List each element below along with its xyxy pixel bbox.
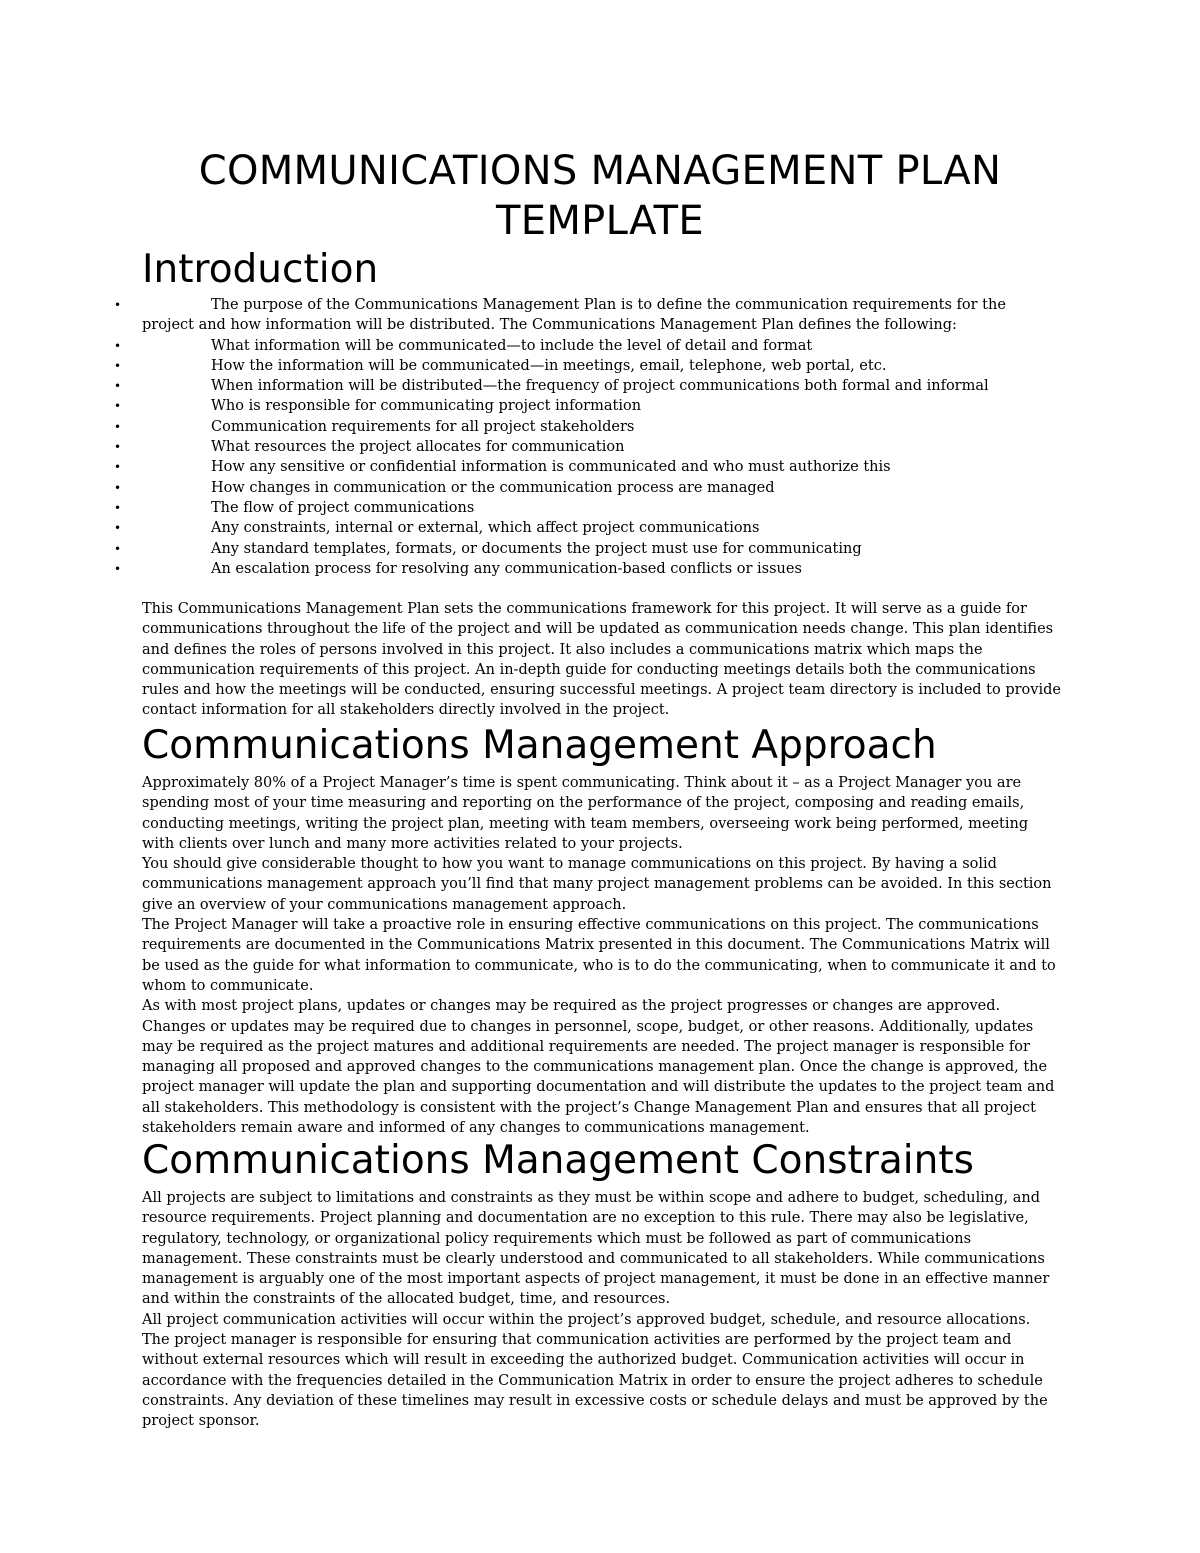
list-item: • How changes in communication or the communication process are managed bbox=[142, 478, 1062, 498]
list-item: • The purpose of the Communications Management Plan is to define the communication requirements for the project and how information will be distributed. The Communications Management Plan defines the following: bbox=[114, 297, 1006, 334]
list-item: • How the information will be communicated—in meetings, email, telephone, web portal, etc. bbox=[142, 356, 1062, 376]
bullet-icon: • bbox=[114, 358, 122, 373]
approach-paragraph: The Project Manager will take a proactive role in ensuring effective communications on this project. The communications requirements are documented in the Communications Matrix presented in this document. The Communications Matrix will be used as the guide for what information to communicate, who is to do the communicating, when to communicate it and to whom to communicate. bbox=[142, 917, 1056, 994]
document-title bbox=[120, 146, 1080, 246]
bullet-icon: • bbox=[114, 480, 122, 495]
bullet-icon: • bbox=[114, 500, 122, 515]
list-item: • How any sensitive or confidential information is communicated and who must authorize this bbox=[142, 457, 1062, 477]
introduction-paragraph-block bbox=[142, 599, 1062, 721]
constraints-paragraph: All projects are subject to limitations and constraints as they must be within scope and adhere to budget, scheduling, and resource requirements. Project planning and documentation are no exception to this rule. There may also be legislative, regulatory, technology, or organizational policy requirements which must be followed as part of communications management. These constraints must be clearly understood and communicated to all stakeholders. While communications management is arguably one of the most important aspects of project management, it must be done in an effective manner and within the constraints of the allocated budget, time, and resources. bbox=[142, 1190, 1050, 1308]
list-item: • When information will be distributed—the frequency of project communications both formal and informal bbox=[142, 376, 1062, 396]
list-item: • Who is responsible for communicating project information bbox=[142, 396, 1062, 416]
constraints-paragraph: All project communication activities will occur within the project’s approved budget, schedule, and resource allocations. The project manager is responsible for ensuring that communication activities are performed by the project team and without external resources which will result in exceeding the authorized budget. Communication activities will occur in accordance with the frequencies detailed in the Communication Matrix in order to ensure the project adheres to schedule constraints. Any deviation of these timelines may result in excessive costs or schedule delays and must be approved by the project sponsor. bbox=[142, 1311, 1048, 1430]
list-item: • The flow of project communications bbox=[142, 498, 1062, 518]
introduction-heading: Introduction bbox=[142, 247, 379, 292]
list-item: • What information will be communicated—to include the level of detail and format bbox=[142, 336, 1062, 356]
bullet-icon: • bbox=[114, 541, 122, 556]
list-item: • An escalation process for resolving any communication-based conflicts or issues bbox=[142, 559, 1062, 579]
approach-paragraph: As with most project plans, updates or changes may be required as the project progresses or changes are approved. Changes or updates may be required due to changes in personnel, scope, budget, or other reasons. Additionally, updates may be required as the project matures and additional requirements are needed. The project manager is responsible for managing all proposed and approved changes to the communications management plan. Once the change is approved, the project manager will update the plan and supporting documentation and will distribute the updates to the project team and all stakeholders. This methodology is consistent with the project’s Change Management Plan and ensures that all project stakeholders remain aware and informed of any changes to communications management. bbox=[142, 998, 1055, 1137]
list-item: • What resources the project allocates for communication bbox=[142, 437, 1062, 457]
approach-paragraph: Approximately 80% of a Project Manager’s time is spent communicating. Think about it – as a Project Manager you are spending most of your time measuring and reporting on the performance of the project, composing and reading emails, conducting meetings, writing the project plan, meeting with team members, overseeing work being performed, meeting with clients over lunch and many more activities related to your projects. bbox=[142, 775, 1029, 852]
bullet-icon: • bbox=[114, 298, 122, 312]
list-item: • Communication requirements for all project stakeholders bbox=[142, 417, 1062, 437]
document-title-line2: TEMPLATE bbox=[496, 198, 704, 244]
bullet-icon: • bbox=[114, 561, 122, 576]
bullet-icon: • bbox=[114, 338, 122, 353]
bullet-icon: • bbox=[114, 440, 122, 455]
introduction-paragraph: This Communications Management Plan sets the communications framework for this project. It will serve as a guide for communications throughout the life of the project and will be updated as communication needs change. This plan identifies and defines the roles of persons involved in this project. It also includes a communications matrix which maps the communication requirements of this project. An in-depth guide for conducting meetings details both the communications rules and how the meetings will be conducted, ensuring successful meetings. A project team directory is included to provide contact information for all stakeholders directly involved in the project. bbox=[142, 601, 1061, 719]
bullet-icon: • bbox=[114, 521, 122, 536]
approach-paragraph-block bbox=[142, 773, 1062, 1138]
introduction-bullet-list bbox=[114, 295, 1062, 579]
approach-heading: Communications Management Approach bbox=[142, 723, 937, 768]
bullet-icon: • bbox=[114, 419, 122, 434]
constraints-paragraph-block bbox=[142, 1188, 1062, 1432]
list-item: • Any standard templates, formats, or documents the project must use for communicating bbox=[142, 539, 1062, 559]
bullet-icon: • bbox=[114, 399, 122, 414]
document-title-line1: COMMUNICATIONS MANAGEMENT PLAN bbox=[198, 148, 1002, 194]
bullet-icon: • bbox=[114, 460, 122, 475]
bullet-icon: • bbox=[114, 379, 122, 394]
constraints-heading: Communications Management Constraints bbox=[142, 1138, 974, 1183]
approach-paragraph: You should give considerable thought to how you want to manage communications on this project. By having a solid communications management approach you’ll find that many project management problems can be avoided. In this section give an overview of your communications management approach. bbox=[142, 856, 1052, 913]
list-item: • Any constraints, internal or external, which affect project communications bbox=[142, 518, 1062, 538]
